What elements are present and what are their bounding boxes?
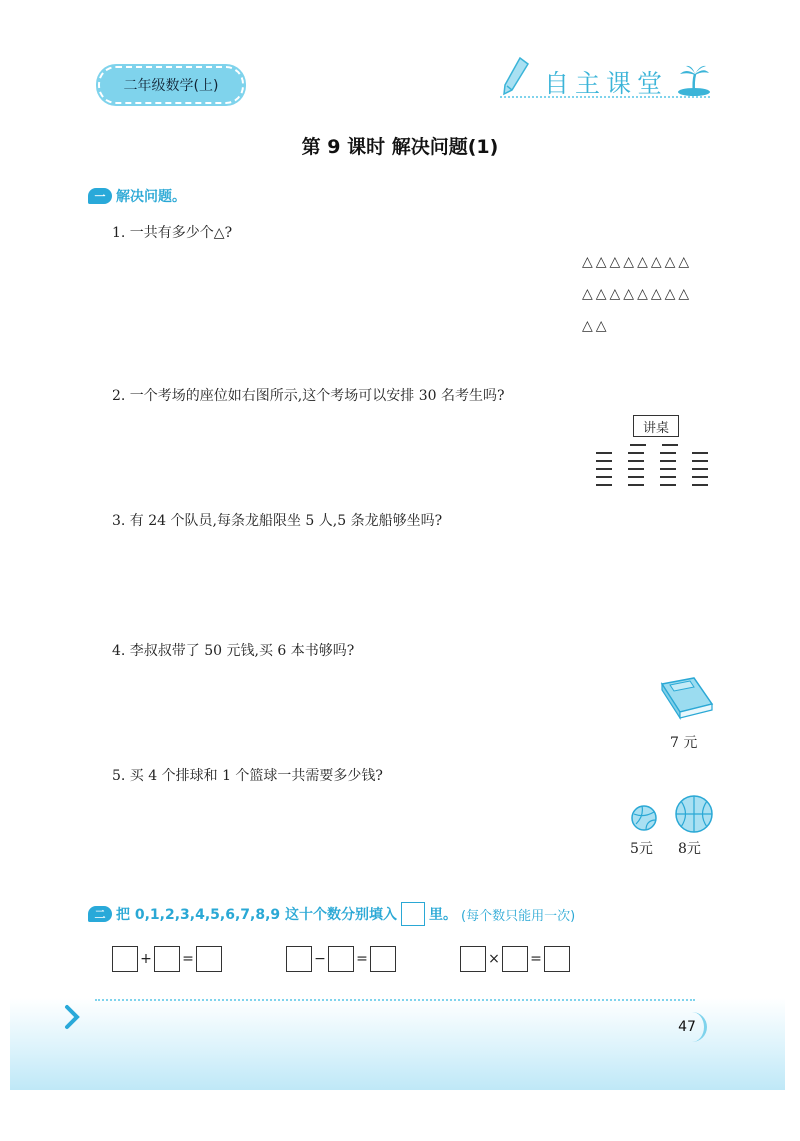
palm-island-icon — [676, 64, 712, 96]
seat-column — [630, 444, 646, 452]
volleyball-icon — [630, 804, 658, 832]
lectern-label: 讲桌 — [633, 415, 679, 437]
multiplication-equation — [460, 946, 570, 972]
section-2-title: 把 0,1,2,3,4,5,6,7,8,9 这十个数分别填入 — [116, 907, 398, 923]
seating-chart — [596, 452, 708, 492]
addition-equation — [112, 946, 222, 972]
equals-sign: = — [530, 951, 542, 967]
section-2-note: (每个数只能用一次) — [461, 908, 576, 924]
seat-column — [692, 452, 708, 492]
answer-blank[interactable] — [460, 946, 486, 972]
answer-blank[interactable] — [502, 946, 528, 972]
sample-blank-box — [401, 902, 425, 926]
brand-text: 自主课堂 — [544, 69, 669, 98]
front-seats — [630, 444, 678, 452]
equals-sign: = — [356, 951, 368, 967]
book-icon — [658, 676, 716, 720]
plus-sign: + — [140, 951, 152, 967]
pencil-icon — [500, 56, 532, 98]
seat-column — [628, 452, 644, 492]
section-2-heading — [88, 902, 575, 926]
question-4: 4. 李叔叔带了 50 元钱,买 6 本书够吗? — [112, 643, 355, 659]
volleyball-price: 5元 — [630, 841, 653, 857]
minus-sign: − — [314, 951, 326, 967]
subtraction-equation — [286, 946, 396, 972]
section-1-heading — [88, 186, 186, 206]
question-1: 1. 一共有多少个△? — [112, 225, 233, 241]
answer-blank[interactable] — [112, 946, 138, 972]
equals-sign: = — [182, 951, 194, 967]
section-2-title-end: 里。 — [429, 907, 458, 923]
answer-blank[interactable] — [370, 946, 396, 972]
book-price: 7 元 — [670, 735, 698, 751]
lesson-title: 第 9 课时 解决问题(1) — [301, 136, 499, 158]
question-5: 5. 买 4 个排球和 1 个篮球一共需要多少钱? — [112, 768, 383, 784]
seat-column — [660, 452, 676, 492]
footer-band — [10, 998, 785, 1090]
answer-blank[interactable] — [196, 946, 222, 972]
answer-blank[interactable] — [328, 946, 354, 972]
basketball-icon — [674, 794, 714, 834]
answer-blank[interactable] — [544, 946, 570, 972]
seat-column — [662, 444, 678, 452]
times-sign: × — [488, 951, 500, 967]
grade-label: 二年级数学(上) — [123, 78, 219, 94]
answer-blank[interactable] — [286, 946, 312, 972]
chevron-right-icon — [64, 1004, 80, 1030]
triangle-row: △△ — [582, 318, 610, 334]
section-1-number: 一 — [88, 188, 112, 204]
question-3: 3. 有 24 个队员,每条龙船限坐 5 人,5 条龙船够坐吗? — [112, 513, 443, 529]
question-2: 2. 一个考场的座位如右图所示,这个考场可以安排 30 名考生吗? — [112, 388, 505, 404]
triangle-row: △△△△△△△△ — [582, 286, 693, 302]
brand-divider — [500, 96, 710, 98]
grade-badge — [98, 66, 244, 104]
brand-logo — [500, 56, 712, 100]
triangle-row: △△△△△△△△ — [582, 254, 693, 270]
seat-column — [596, 452, 612, 492]
answer-blank[interactable] — [154, 946, 180, 972]
section-1-title: 解决问题。 — [116, 189, 186, 205]
page-number: 47 — [670, 1012, 707, 1042]
footer-divider — [95, 999, 695, 1001]
section-2-number: 二 — [88, 906, 112, 922]
basketball-price: 8元 — [678, 841, 701, 857]
